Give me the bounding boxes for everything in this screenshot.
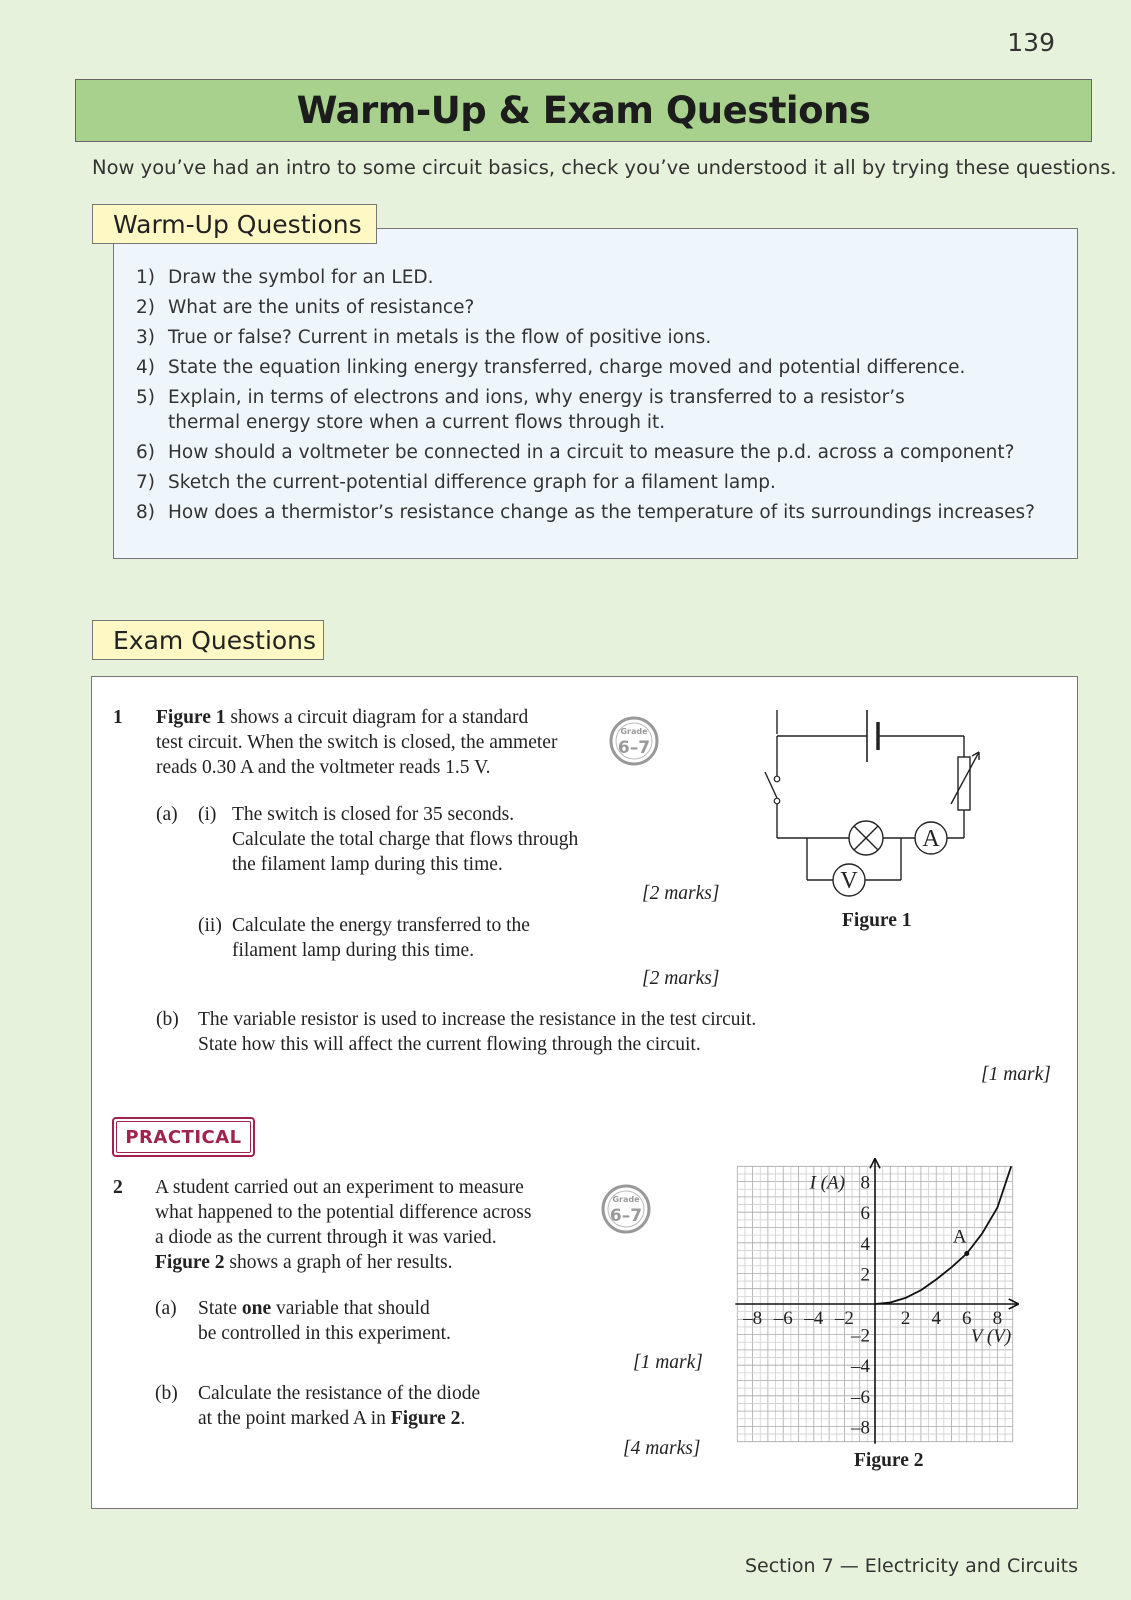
y-tick-label: –4 xyxy=(851,1356,870,1378)
grade-word: Grade xyxy=(620,727,648,736)
q1ai-marks: [2 marks] xyxy=(642,883,720,904)
x-tick-label: 8 xyxy=(992,1308,1003,1329)
q2b-marks: [4 marks] xyxy=(623,1438,701,1459)
q2a-l2: be controlled in this experiment. xyxy=(198,1323,451,1344)
q2a-text xyxy=(198,1296,451,1346)
q2a-bold: one xyxy=(241,1298,272,1319)
warmup-item xyxy=(136,355,1063,380)
q2b-l1: Calculate the resistance of the diode xyxy=(198,1383,481,1404)
warmup-item xyxy=(136,325,1063,350)
q1-number: 1 xyxy=(113,707,123,728)
x-tick-label: –8 xyxy=(743,1308,763,1329)
q1b-l1: The variable resistor is used to increase the resistance in the test circuit. xyxy=(198,1009,757,1030)
warmup-item-text xyxy=(168,385,905,435)
q2b-text xyxy=(198,1381,480,1431)
practical-badge xyxy=(112,1117,255,1157)
y-tick-label: 4 xyxy=(860,1233,870,1255)
warmup-item-text xyxy=(168,265,434,290)
switch-contact-top xyxy=(774,776,780,782)
warmup-item xyxy=(136,385,1063,435)
warmup-heading: Warm-Up Questions xyxy=(92,204,377,244)
grade-badge-q2 xyxy=(601,1184,651,1234)
warmup-item-text xyxy=(168,355,965,380)
q2b-pre: at the point marked A in xyxy=(198,1408,391,1429)
grade-value: 6–7 xyxy=(609,1206,643,1226)
warmup-list xyxy=(136,265,1063,530)
page-title: Warm-Up & Exam Questions xyxy=(296,89,871,132)
warmup-box xyxy=(113,228,1078,559)
q1ai-l3: the filament lamp during this time. xyxy=(232,854,503,875)
q2b-label: (b) xyxy=(155,1383,178,1404)
warmup-item-line: Explain, in terms of electrons and ions, why energy is transferred to a resistor’s xyxy=(168,387,905,408)
x-tick-label: –6 xyxy=(773,1308,793,1329)
x-tick-label: 6 xyxy=(962,1308,972,1329)
q1b-text xyxy=(198,1007,756,1057)
warmup-item xyxy=(136,440,1063,465)
voltmeter-label: V xyxy=(840,868,858,894)
q1aii-text xyxy=(232,913,530,963)
q1ai-l1: The switch is closed for 35 seconds. xyxy=(232,804,515,825)
grade-badge-q1 xyxy=(609,716,659,766)
q1aii-label: (ii) xyxy=(198,915,222,936)
q1-intro-l2: test circuit. When the switch is closed, the ammeter xyxy=(156,732,558,753)
warmup-item-number: 5) xyxy=(136,387,155,408)
point-a-marker xyxy=(964,1251,969,1256)
title-banner xyxy=(75,79,1092,142)
q1aii-l1: Calculate the energy transferred to the xyxy=(232,915,530,936)
warmup-item-text xyxy=(168,500,1035,525)
warmup-item-number: 4) xyxy=(136,357,155,378)
figure-1-caption: Figure 1 xyxy=(842,910,912,931)
y-tick-label: 8 xyxy=(860,1172,870,1194)
y-tick-label: 6 xyxy=(860,1203,870,1225)
x-tick-label: –4 xyxy=(804,1308,824,1329)
q2-fig-ref: Figure 2 xyxy=(155,1252,225,1273)
y-tick-label: –2 xyxy=(851,1325,870,1347)
warmup-item-line: State the equation linking energy transferred, charge moved and potential difference. xyxy=(168,357,966,378)
q2b-bold: Figure 2 xyxy=(390,1408,461,1429)
q1b-label: (b) xyxy=(156,1009,179,1030)
q1a-label: (a) xyxy=(156,804,178,825)
x-tick-label: 2 xyxy=(900,1308,911,1329)
q2a-label: (a) xyxy=(155,1298,177,1319)
q1ai-l2: Calculate the total charge that flows through xyxy=(232,829,579,850)
warmup-item xyxy=(136,500,1063,525)
variable-resistor xyxy=(958,757,970,810)
warmup-item-number: 8) xyxy=(136,502,155,523)
q1aii-marks: [2 marks] xyxy=(642,968,720,989)
x-tick-label: –2 xyxy=(834,1308,854,1329)
circuit-diagram xyxy=(755,700,995,900)
warmup-item-text xyxy=(168,440,1014,465)
q2-intro-l2: what happened to the potential difference across xyxy=(155,1202,532,1223)
q1-intro-l3: reads 0.30 A and the voltmeter reads 1.5 V. xyxy=(156,757,491,778)
practical-label: PRACTICAL xyxy=(116,1121,251,1153)
warmup-item-line: How does a thermistor’s resistance change as the temperature of its surroundings increases? xyxy=(168,502,1035,523)
x-tick-label: 4 xyxy=(931,1308,941,1329)
footer: Section 7 — Electricity and Circuits xyxy=(744,1555,1078,1577)
grade-value: 6–7 xyxy=(617,738,651,758)
x-axis-label: V (V) xyxy=(970,1326,1012,1347)
q2a-post: variable that should xyxy=(271,1298,430,1319)
warmup-item-number: 6) xyxy=(136,442,155,463)
q2b-post: . xyxy=(460,1408,466,1429)
variable-resistor-arrow xyxy=(951,752,979,804)
warmup-item-line: What are the units of resistance? xyxy=(168,297,475,318)
warmup-item-number: 3) xyxy=(136,327,155,348)
warmup-item-number: 7) xyxy=(136,472,155,493)
switch-lever xyxy=(765,772,777,798)
q1-intro xyxy=(156,705,557,780)
warmup-item-line: thermal energy store when a current flows through it. xyxy=(168,412,666,433)
q2a-pre: State xyxy=(198,1298,242,1319)
y-tick-label: –6 xyxy=(851,1386,870,1408)
point-a-label: A xyxy=(952,1226,967,1248)
intro-text: Now you’ve had an intro to some circuit basics, check you’ve understood it all by trying these questions. xyxy=(92,156,1117,179)
q2-intro-l3: a diode as the current through it was varied. xyxy=(155,1227,497,1248)
warmup-item-text xyxy=(168,470,776,495)
q2-intro xyxy=(155,1175,532,1275)
q1aii-l2: filament lamp during this time. xyxy=(232,940,475,961)
warmup-item xyxy=(136,295,1063,320)
grade-word: Grade xyxy=(612,1195,640,1204)
warmup-item-line: Sketch the current-potential difference graph for a filament lamp. xyxy=(168,472,776,493)
q1ai-text xyxy=(232,802,578,877)
warmup-item-text xyxy=(168,325,711,350)
page-number: 139 xyxy=(1007,28,1055,57)
y-axis-label: I (A) xyxy=(809,1172,845,1194)
q1b-marks: [1 mark] xyxy=(981,1064,1051,1085)
warmup-item xyxy=(136,265,1063,290)
warmup-item-line: True or false? Current in metals is the flow of positive ions. xyxy=(168,327,712,348)
q1-intro-l1: shows a circuit diagram for a standard xyxy=(225,707,529,728)
y-tick-label: –8 xyxy=(851,1417,870,1439)
warmup-item-number: 2) xyxy=(136,297,155,318)
warmup-item xyxy=(136,470,1063,495)
q1b-l2: State how this will affect the current flowing through the circuit. xyxy=(198,1034,701,1055)
q2a-marks: [1 mark] xyxy=(633,1352,703,1373)
ammeter-label: A xyxy=(922,826,940,852)
figure-2-caption: Figure 2 xyxy=(854,1450,924,1471)
warmup-item-line: Draw the symbol for an LED. xyxy=(168,267,434,288)
y-tick-label: 2 xyxy=(860,1264,870,1286)
exam-heading: Exam Questions xyxy=(92,620,324,660)
q2-intro-l1: A student carried out an experiment to measure xyxy=(155,1177,524,1198)
warmup-item-line: How should a voltmeter be connected in a circuit to measure the p.d. across a component? xyxy=(168,442,1015,463)
q1-fig-ref: Figure 1 xyxy=(156,707,226,728)
q1ai-label: (i) xyxy=(198,804,217,825)
warmup-item-number: 1) xyxy=(136,267,155,288)
switch-contact-bottom xyxy=(774,798,780,804)
q2-intro-l4: shows a graph of her results. xyxy=(224,1252,453,1273)
warmup-item-text xyxy=(168,295,474,320)
q2-number: 2 xyxy=(113,1177,123,1198)
iv-graph xyxy=(745,1158,1035,1444)
